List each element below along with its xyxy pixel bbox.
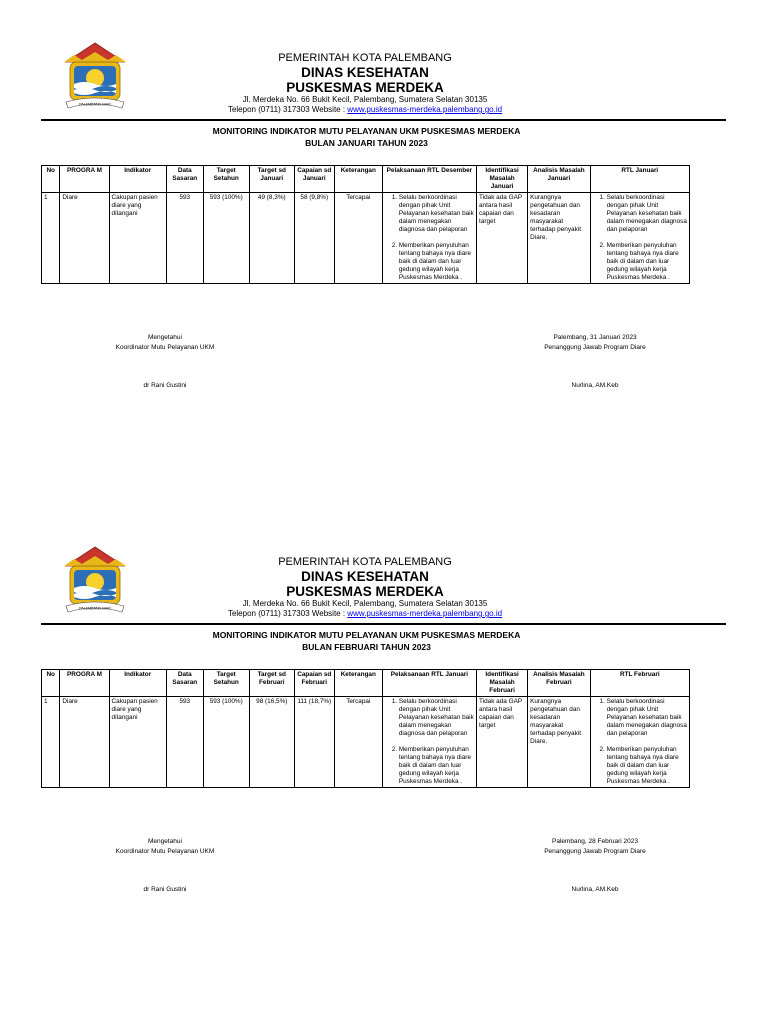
monitoring-table: [41, 165, 690, 284]
sign-left-role: Koordinator Mutu Pelayanan UKM: [115, 848, 215, 855]
col-header: No: [42, 670, 60, 697]
list-item: 2. Memberikan penyuluhan tentang bahaya nya diare baik di dalam dan luar gedung wilayah kerja Puskesmas Merdeka .: [607, 746, 687, 786]
contact-line: [200, 609, 530, 619]
palembang-city-logo: [62, 544, 128, 616]
col-header: Keterangan: [334, 166, 382, 193]
gov-name: PEMERINTAH KOTA PALEMBANG: [278, 556, 452, 568]
report-title-line1: MONITORING INDIKATOR MUTU PELAYANAN UKM PUSKESMAS MERDEKA: [212, 126, 521, 136]
rtl-list: [593, 698, 687, 786]
address: Jl. Merdeka No. 66 Bukit Kecil, Palembang, Sumatera Selatan 30135: [242, 599, 488, 608]
col-header: PROGRA M: [60, 166, 109, 193]
table-row: [42, 193, 690, 284]
cell-keterangan: Tercapai: [334, 697, 382, 788]
rtl-list: [593, 194, 687, 282]
gov-name: PEMERINTAH KOTA PALEMBANG: [278, 52, 452, 64]
col-header: Analisis Masalah Januari: [528, 166, 590, 193]
sign-right-date: Palembang, 28 Februari 2023: [551, 838, 638, 845]
col-header: Pelaksanaan RTL Januari: [382, 670, 476, 697]
col-header: Target sd Februari: [249, 670, 294, 697]
sign-right-block: [510, 333, 680, 391]
sign-left-block: [80, 837, 250, 895]
table-header-row: [42, 670, 690, 697]
cell-data-sasaran: 593: [166, 697, 203, 788]
website-link[interactable]: www.puskesmas-merdeka.palembang.go.id: [347, 609, 503, 618]
col-header: RTL Februari: [590, 670, 689, 697]
list-item: 1. Selalu berkoordinasi dengan pihak Unit Pelayanan kesehatan baik dalam menegakan diagnosa dan pelaporan: [607, 698, 687, 738]
col-header: Data Sasaran: [166, 670, 203, 697]
report-title: [0, 125, 733, 149]
list-item: 1. Selalu berkoordinasi dengan pihak Unit Pelayanan kesehatan baik dalam menegakan diagnosa dan pelaporan: [399, 194, 474, 234]
col-header: Identifikasi Masalah Februari: [477, 670, 528, 697]
sign-right-role: Penanggung Jawab Program Diare: [544, 344, 646, 351]
letterhead: [200, 52, 530, 115]
cell-data-sasaran: 593: [166, 193, 203, 284]
agency-name: DINAS KESEHATAN: [301, 569, 429, 584]
pelaksanaan-list: [385, 698, 474, 786]
cell-program: Diare: [60, 697, 109, 788]
svg-text:PALEMBANG BARI: PALEMBANG BARI: [79, 102, 111, 107]
contact-line: [200, 105, 530, 115]
clinic-name: PUSKESMAS MERDEKA: [286, 80, 444, 95]
cell-identifikasi: Tidak ada GAP antara hasil capaian dan target: [477, 697, 528, 788]
col-header: Indikator: [109, 670, 166, 697]
col-header: Indikator: [109, 166, 166, 193]
col-header: RTL Januari: [590, 166, 689, 193]
cell-capaian: 111 (18,7%): [294, 697, 334, 788]
cell-no: 1: [42, 193, 60, 284]
cell-pelaksanaan-rtl: [382, 697, 476, 788]
col-header: Target sd Januari: [249, 166, 294, 193]
sign-left-block: [80, 333, 250, 391]
phone-text: Telepon (0711) 317303 Website :: [227, 609, 348, 618]
col-header: Keterangan: [334, 670, 382, 697]
cell-capaian: 58 (9,8%): [294, 193, 334, 284]
letterhead: [200, 556, 530, 619]
report-page: [0, 504, 768, 1009]
cell-indikator: Cakupan pasien diare yang ditangani: [109, 193, 166, 284]
cell-indikator: Cakupan pasien diare yang ditangani: [109, 697, 166, 788]
cell-analisis: Kurangnya pengetahuan dan kesadaran masyarakat terhadap penyakit Diare.: [528, 697, 590, 788]
cell-no: 1: [42, 697, 60, 788]
report-title-line2: BULAN JANUARI TAHUN 2023: [305, 138, 428, 148]
cell-target-sd: 49 (8,3%): [249, 193, 294, 284]
col-header: Pelaksanaan RTL Desember: [382, 166, 476, 193]
agency-name: DINAS KESEHATAN: [301, 65, 429, 80]
phone-text: Telepon (0711) 317303 Website :: [227, 105, 348, 114]
col-header: No: [42, 166, 60, 193]
col-header: Identifikasi Masalah Januari: [477, 166, 528, 193]
sign-right-role: Penanggung Jawab Program Diare: [544, 848, 646, 855]
cell-target-setahun: 593 (100%): [203, 697, 249, 788]
col-header: Data Sasaran: [166, 166, 203, 193]
col-header: PROGRA M: [60, 670, 109, 697]
website-link[interactable]: www.puskesmas-merdeka.palembang.go.id: [347, 105, 503, 114]
cell-pelaksanaan-rtl: [382, 193, 476, 284]
col-header: Capaian sd Januari: [294, 166, 334, 193]
col-header: Analisis Masalah Februari: [528, 670, 590, 697]
cell-identifikasi: Tidak ada GAP antara hasil capaian dan target: [477, 193, 528, 284]
cell-program: Diare: [60, 193, 109, 284]
letterhead-divider: [41, 623, 726, 625]
cell-keterangan: Tercapai: [334, 193, 382, 284]
table-row: [42, 697, 690, 788]
sign-right-name: Nurlina, AM.Keb: [571, 886, 619, 893]
sign-left-name: dr Rani Gustini: [143, 382, 187, 389]
report-title-line2: BULAN FEBRUARI TAHUN 2023: [302, 642, 431, 652]
palembang-city-logo: [62, 40, 128, 112]
sign-right-name: Nurlina, AM.Keb: [571, 382, 619, 389]
cell-rtl: [590, 697, 689, 788]
list-item: 1. Selalu berkoordinasi dengan pihak Unit Pelayanan kesehatan baik dalam menegakan diagnosa dan pelaporan: [399, 698, 474, 738]
clinic-name: PUSKESMAS MERDEKA: [286, 584, 444, 599]
svg-text:PALEMBANG BARI: PALEMBANG BARI: [79, 606, 111, 611]
report-page: [0, 0, 768, 505]
sign-right-block: [510, 837, 680, 895]
letterhead-divider: [41, 119, 726, 121]
cell-analisis: Kurangnya pengetahuan dan kesadaran masyarakat terhadap penyakit Diare.: [528, 193, 590, 284]
list-item: 2. Memberikan penyuluhan tentang bahaya nya diare baik di dalam dan luar gedung wilayah kerja Puskesmas Merdeka .: [399, 746, 474, 786]
list-item: 2. Memberikan penyuluhan tentang bahaya nya diare baik di dalam dan luar gedung wilayah kerja Puskesmas Merdeka .: [607, 242, 687, 282]
pelaksanaan-list: [385, 194, 474, 282]
col-header: Target Setahun: [203, 670, 249, 697]
table-header-row: [42, 166, 690, 193]
sign-right-date: Palembang, 31 Januari 2023: [553, 334, 637, 341]
sign-left-caption: Mengetahui: [148, 334, 182, 341]
sign-left-name: dr Rani Gustini: [143, 886, 187, 893]
cell-target-sd: 98 (16,5%): [249, 697, 294, 788]
address: Jl. Merdeka No. 66 Bukit Kecil, Palembang, Sumatera Selatan 30135: [242, 95, 488, 104]
cell-rtl: [590, 193, 689, 284]
cell-target-setahun: 593 (100%): [203, 193, 249, 284]
sign-left-role: Koordinator Mutu Pelayanan UKM: [115, 344, 215, 351]
list-item: 1. Selalu berkoordinasi dengan pihak Unit Pelayanan kesehatan baik dalam menegakan diagnosa dan pelaporan: [607, 194, 687, 234]
col-header: Capaian sd Februari: [294, 670, 334, 697]
report-title: [0, 629, 733, 653]
report-title-line1: MONITORING INDIKATOR MUTU PELAYANAN UKM PUSKESMAS MERDEKA: [212, 630, 521, 640]
monitoring-table: [41, 669, 690, 788]
sign-left-caption: Mengetahui: [148, 838, 182, 845]
list-item: 2. Memberikan penyuluhan tentang bahaya nya diare baik di dalam dan luar gedung wilayah kerja Puskesmas Merdeka .: [399, 242, 474, 282]
col-header: Target Setahun: [203, 166, 249, 193]
